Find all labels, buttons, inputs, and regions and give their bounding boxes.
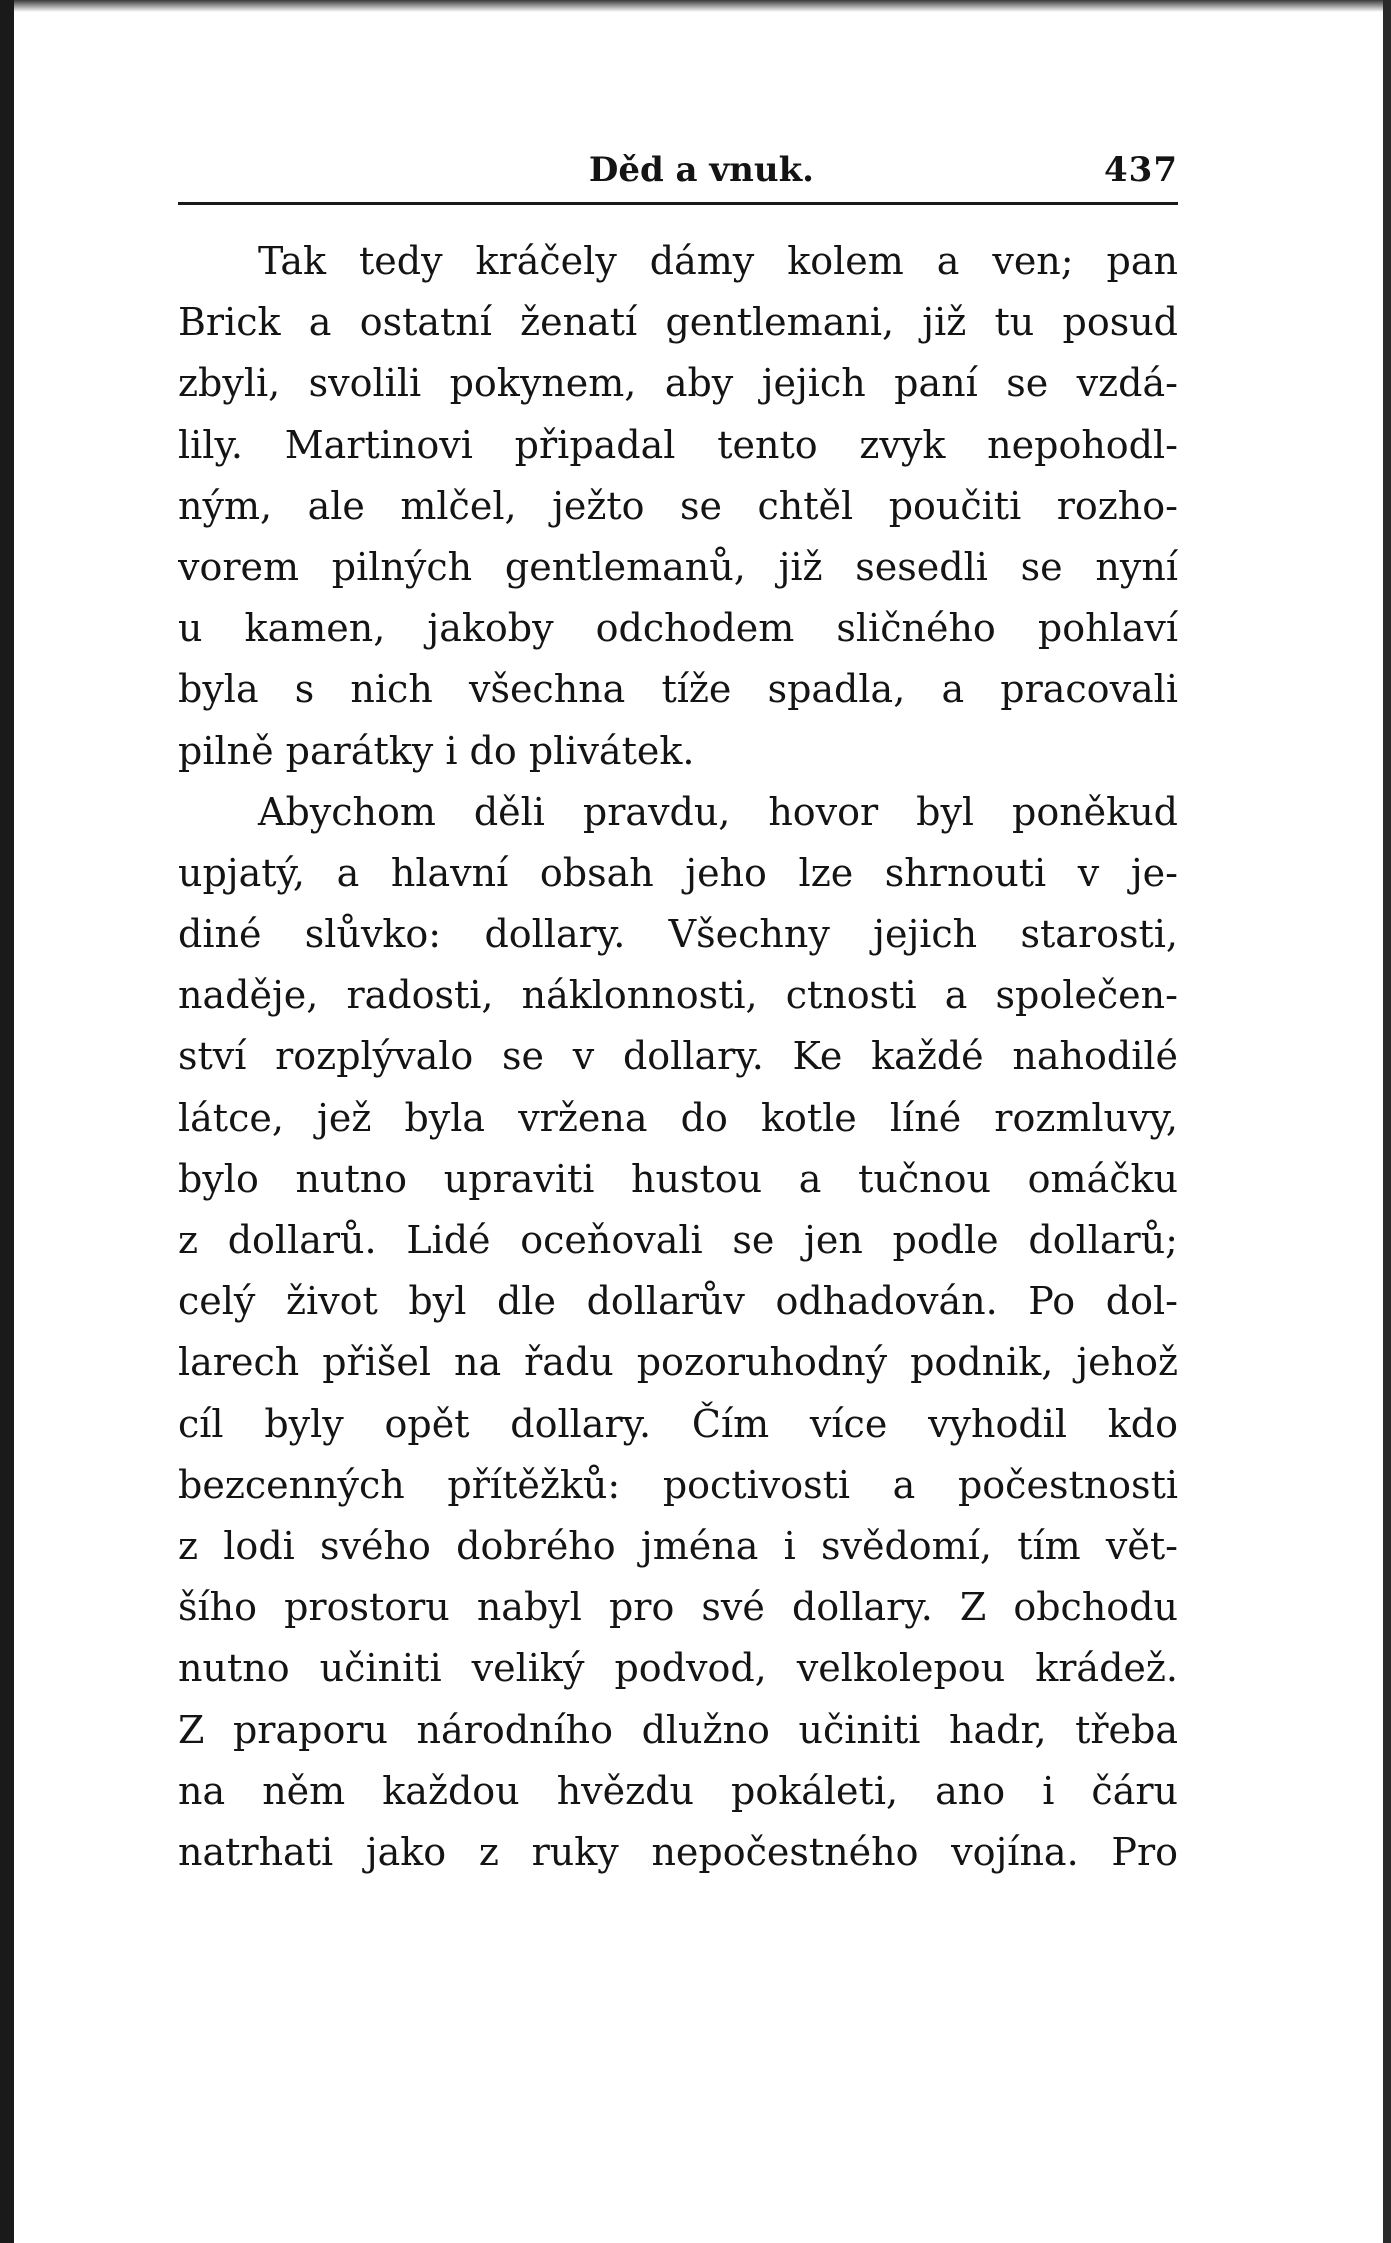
text-line: nutno učiniti veliký podvod, velkolepou krádež.	[178, 1646, 1178, 1691]
body-text	[178, 231, 1178, 1883]
scan-edge-right	[1383, 0, 1391, 2243]
text-line: natrhati jako z ruky nepočestného vojína. Pro	[178, 1829, 1178, 1874]
text-line: cíl byly opět dollary. Čím více vyhodil kdo	[178, 1401, 1178, 1446]
text-line: bylo nutno upraviti hustou a tučnou omáčku	[178, 1156, 1178, 1201]
text-line: látce, jež byla vržena do kotle líné rozmluvy,	[178, 1095, 1178, 1140]
text-line: zbyli, svolili pokynem, aby jejich paní se vzdá-	[178, 361, 1178, 406]
scan-edge-top	[0, 0, 1391, 12]
book-page	[178, 150, 1178, 1883]
text-line: u kamen, jakoby odchodem sličného pohlaví	[178, 606, 1178, 651]
text-line: ství rozplývalo se v dollary. Ke každé nahodilé	[178, 1034, 1178, 1079]
text-line: naděje, radosti, náklonnosti, ctnosti a společen-	[178, 973, 1178, 1018]
page-header	[178, 150, 1178, 205]
text-line: upjatý, a hlavní obsah jeho lze shrnouti v je-	[178, 850, 1178, 895]
text-line: celý život byl dle dollarův odhadován. Po dol-	[178, 1279, 1178, 1324]
text-line: z lodi svého dobrého jména i svědomí, tím vět-	[178, 1523, 1178, 1568]
text-line: byla s nich všechna tíže spadla, a pracovali	[178, 667, 1178, 712]
text-line: larech přišel na řadu pozoruhodný podnik, jehož	[178, 1340, 1178, 1385]
text-line: Abychom děli pravdu, hovor byl poněkud	[258, 789, 1178, 834]
text-line: pilně parátky i do plivátek.	[178, 728, 695, 773]
text-line: ným, ale mlčel, ježto se chtěl poučiti rozho-	[178, 483, 1178, 528]
text-line: Tak tedy kráčely dámy kolem a ven; pan	[258, 239, 1178, 283]
text-line: Z praporu národního dlužno učiniti hadr, třeba	[178, 1707, 1178, 1752]
text-line: lily. Martinovi připadal tento zvyk nepohodl-	[178, 422, 1178, 467]
text-line: z dollarů. Lidé oceňovali se jen podle dollarů;	[178, 1218, 1178, 1262]
running-title: Děd a vnuk.	[588, 150, 815, 190]
text-line: bezcenných přítěžků: poctivosti a počestnosti	[178, 1462, 1178, 1507]
text-line: šího prostoru nabyl pro své dollary. Z obchodu	[178, 1585, 1178, 1630]
scan-edge-left	[0, 0, 14, 2243]
page-number: 437	[1104, 150, 1178, 190]
text-line: na něm každou hvězdu pokáleti, ano i čáru	[178, 1768, 1178, 1813]
text-line: diné slůvko: dollary. Všechny jejich starosti,	[178, 912, 1178, 957]
text-line: Brick a ostatní ženatí gentlemani, již tu posud	[178, 300, 1178, 345]
text-line: vorem pilných gentlemanů, již sesedli se nyní	[178, 544, 1178, 589]
